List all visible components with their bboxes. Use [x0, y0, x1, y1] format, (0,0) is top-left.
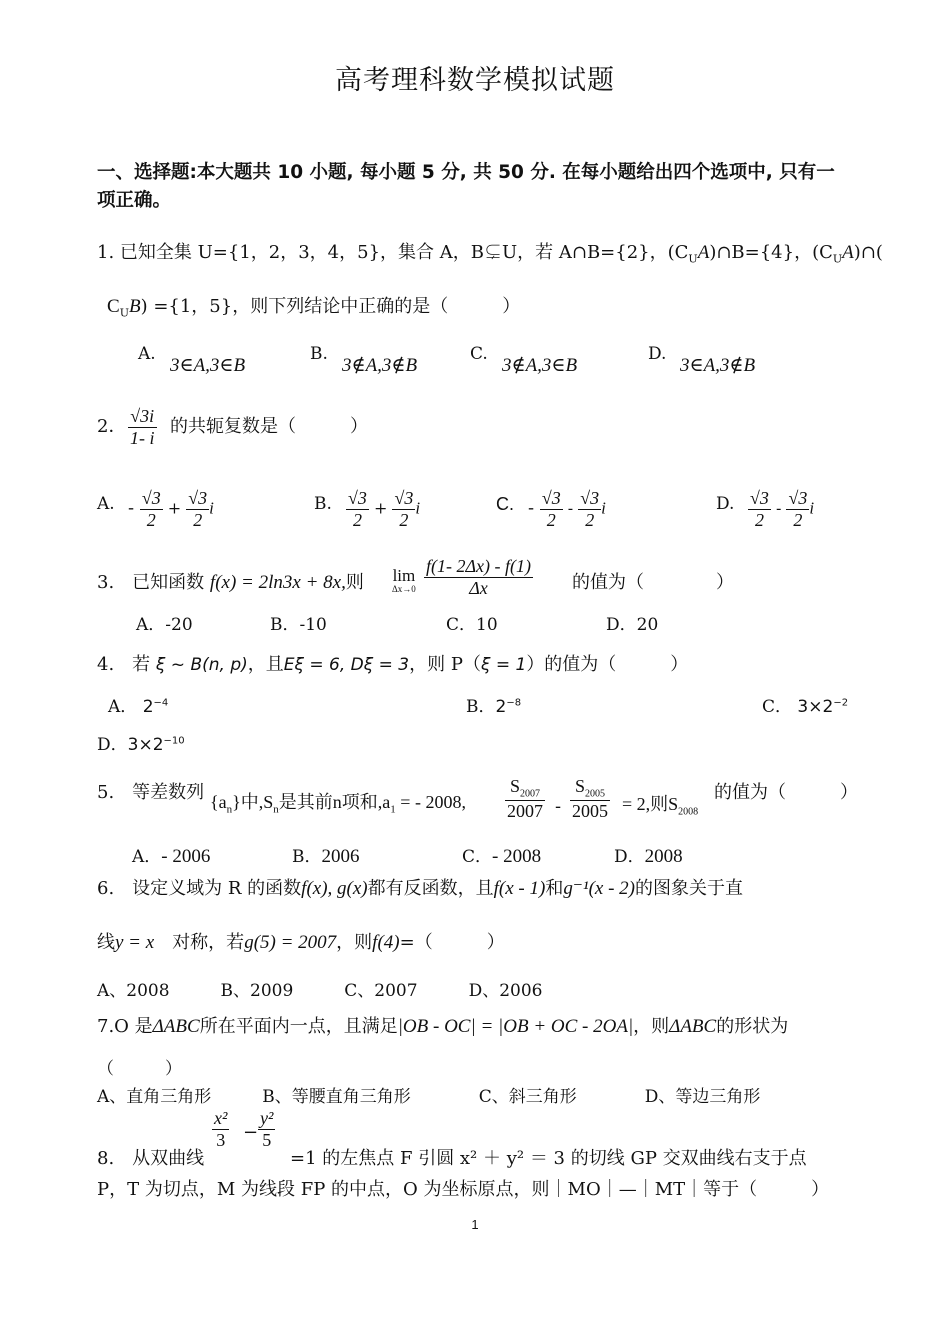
q1-option-a — [138, 344, 156, 364]
q1-text-d: ) ={1，5}，则下列结论中正确的是（ ） — [140, 296, 521, 317]
q2-frac — [128, 406, 157, 448]
q8-fraction-2: $\frac{\text{y²}}{5}$ — [260, 1108, 274, 1150]
q3-prefix: 3. 已知函数 — [97, 572, 205, 593]
q3-lim-sub: Δx→0 — [392, 584, 416, 594]
q1-option-d — [648, 344, 666, 364]
question-5-prefix: 5. 等差数列 — [97, 782, 205, 803]
q5-option-a: A．- 2006 — [132, 846, 211, 867]
option-letter: B. — [310, 344, 328, 364]
q8-fraction-1: $\frac{\text{x²}}{3}$ — [214, 1108, 228, 1150]
q5-option-c: C．- 2008 — [462, 846, 542, 867]
q3-frac-den: Δx — [469, 577, 488, 598]
q7-paren: （ ） — [97, 1059, 182, 1079]
q1-cu-sub-3: U — [119, 306, 129, 320]
option-letter: C. — [470, 344, 488, 364]
q3-limit — [392, 566, 416, 594]
q3-option-d: D．20 — [606, 615, 659, 635]
q3-option-c: C．10 — [446, 615, 498, 635]
section-header-line1: 一、选择题:本大题共 10 小题, 每小题 5 分, 共 50 分. 在每小题给出四个选项中, 只有一 — [97, 162, 835, 183]
q4-option-d: D．$3\times 2^{-10}$ — [97, 735, 185, 755]
q5-minus: - — [555, 796, 562, 817]
q2-option-d-expr: $\frac{√3}{2}$ - $\frac{√3}{2}$ i — [750, 488, 815, 530]
q4-prefix: 4. 若 — [97, 654, 151, 675]
q1-set-b: B — [128, 296, 141, 317]
question-6-line1: 6. 设定义域为 R 的函数f(x), g(x)都有反函数，且f(x - 1)和g⁻¹(x - 2)的图象关于直 — [97, 878, 743, 899]
q4-option-c: C． $3\times 2^{-2}$ — [762, 697, 849, 717]
q3-fraction — [424, 556, 533, 598]
q2-frac-num: √3i — [128, 406, 157, 428]
q2-number: 2． — [97, 416, 127, 437]
question-6-line2: 线y = x 对称，若g(5) = 2007，则f(4)=（ ） — [97, 932, 505, 953]
q2-option-a: A. — [97, 494, 115, 514]
q4-tail1: ，则 P（ — [409, 654, 481, 675]
q4-event: ξ = 1 — [480, 655, 527, 675]
question-1-line1 — [97, 238, 883, 266]
q1-text-a: 1. 已知全集 U={1，2，3，4，5}，集合 A，B⊊U，若 A∩B={2}，(C — [97, 242, 689, 263]
question-1-line2 — [107, 292, 520, 320]
q1-option-b — [310, 344, 328, 364]
q1-text-b: )∩B={4}，(C — [709, 242, 833, 263]
q7-options: A、直角三角形 B、等腰直角三角形 C、斜三角形 D、等边三角形 — [97, 1087, 761, 1107]
q8-prefix: 8. 从双曲线 — [97, 1148, 205, 1169]
q6-options: A、2008 B、2009 C、2007 D、2006 — [97, 981, 543, 1001]
q3-option-a: A．-20 — [136, 615, 193, 635]
q8-line1-rest: =1 的左焦点 F 引圆 x² ＋ y² ＝ 3 的切线 GP 交双曲线右支于点 — [290, 1148, 807, 1169]
q1-option-c — [470, 344, 488, 364]
page-number: 1 — [471, 1217, 479, 1232]
q1-option-a-expr: 3∈A,3∈B — [170, 355, 246, 376]
q5-tail: = 2,则$S_{2008}$ — [622, 794, 699, 818]
q5-fraction-1: $\frac{S_{2007}}{2007}$ — [507, 776, 543, 822]
q3-function: f(x) = 2ln3x + 8x, — [209, 572, 346, 593]
q2-fraction — [128, 406, 157, 448]
q4-dist: ξ ~ B(n, p) — [155, 655, 248, 675]
q3-lim-word: lim — [392, 566, 416, 585]
q2-option-a-expr: - $\frac{√3}{2}$ + $\frac{√3}{2}$ i — [128, 488, 214, 530]
q8-line2: P，T 为切点，M 为线段 FP 的中点，O 为坐标原点，则｜MO｜—｜MT｜等于（ ） — [97, 1179, 830, 1200]
question-7-line1: 7.O 是ΔABC所在平面内一点，且满足|OB - OC| = |OB + OC - 2OA|，则ΔABC的形状为 — [97, 1016, 789, 1037]
q2-frac-den: 1- i — [130, 427, 155, 448]
q1-option-d-expr: 3∈A,3∉B — [680, 355, 756, 376]
q1-cu-sub-2: U — [832, 252, 843, 266]
q8-minus: − — [243, 1122, 259, 1143]
q5-option-d: D．2008 — [614, 846, 683, 867]
question-3 — [97, 568, 364, 594]
q1-set-a: A — [697, 242, 710, 263]
q2-option-c-expr: - $\frac{√3}{2}$ - $\frac{√3}{2}$ i — [528, 488, 606, 530]
q3-option-b: B．-10 — [270, 615, 327, 635]
q5-option-b: B．2006 — [292, 846, 360, 867]
q4-option-b: B．$2^{-8}$ — [466, 697, 522, 717]
q1-text-c: )∩( — [853, 242, 883, 263]
q2-option-b: B. — [314, 494, 332, 514]
option-letter: A. — [138, 344, 156, 364]
q5-fraction-2: $\frac{S_{2005}}{2005}$ — [572, 776, 608, 822]
q1-c-letter: C — [107, 296, 120, 317]
page-title: 高考理科数学模拟试题 — [335, 65, 615, 96]
q4-mid: ，且 — [247, 654, 284, 675]
question-4 — [97, 650, 688, 676]
q3-frac-num: f(1- 2Δx) - f(1) — [426, 556, 532, 576]
q1-set-a-2: A — [842, 242, 854, 263]
q2-option-c: C. — [496, 494, 514, 514]
q3-ze: 则 — [345, 572, 364, 593]
q1-cu-sub: U — [688, 252, 698, 266]
q4-option-a: A． $2^{-4}$ — [108, 697, 169, 717]
q2-option-b-expr: $\frac{√3}{2}$ + $\frac{√3}{2}$ i — [348, 488, 421, 530]
option-letter: D. — [648, 344, 667, 364]
q1-option-b-expr: 3∉A,3∉B — [342, 355, 418, 376]
q2-text: 的共轭复数是（ ） — [170, 416, 368, 437]
q2-option-d: D. — [716, 494, 735, 514]
question-5-body: $\{a_n\}$中$,S_n$是其前n项和$,a_1$ = - 2008, — [210, 792, 466, 816]
q3-suffix: 的值为（ ） — [572, 572, 734, 593]
q4-cond: Eξ = 6, Dξ = 3 — [283, 655, 410, 675]
q1-option-c-expr: 3∉A,3∈B — [502, 355, 578, 376]
q5-suffix: 的值为（ ） — [714, 782, 858, 803]
q4-tail2: ）的值为（ ） — [526, 654, 689, 675]
section-header-line2: 项正确。 — [97, 190, 172, 211]
